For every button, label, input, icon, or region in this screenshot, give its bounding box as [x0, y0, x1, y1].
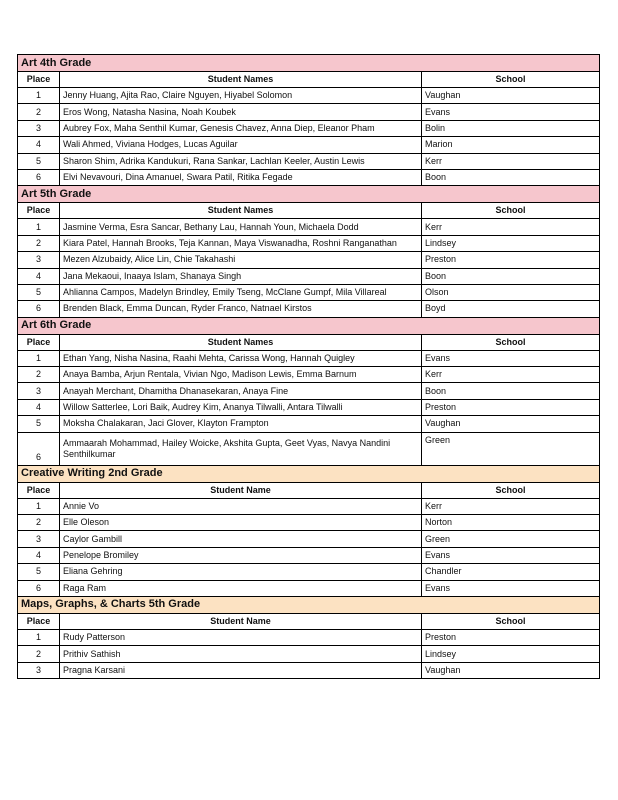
table-row — [18, 646, 600, 662]
place-cell: 1 — [18, 350, 60, 366]
place-cell: 1 — [18, 88, 60, 104]
table-row — [18, 120, 600, 136]
place-cell: 3 — [18, 383, 60, 399]
place-cell: 6 — [18, 580, 60, 596]
school-cell: Norton — [422, 515, 600, 531]
student-names-cell: Ahlianna Campos, Madelyn Brindley, Emily Tseng, McClane Gumpf, Mila Villareal — [60, 284, 422, 300]
table-row — [18, 350, 600, 366]
table-row — [18, 383, 600, 399]
school-cell: Boyd — [422, 301, 600, 317]
student-names-cell: Jenny Huang, Ajita Rao, Claire Nguyen, Hiyabel Solomon — [60, 88, 422, 104]
school-cell: Chandler — [422, 564, 600, 580]
results-table — [17, 54, 600, 679]
table-row — [18, 531, 600, 547]
student-names-cell: Anaya Bamba, Arjun Rentala, Vivian Ngo, Madison Lewis, Emma Barnum — [60, 367, 422, 383]
student-names-column-header: Student Names — [60, 334, 422, 350]
student-names-cell: Brenden Black, Emma Duncan, Ryder Franco, Natnael Kirstos — [60, 301, 422, 317]
place-cell: 3 — [18, 120, 60, 136]
school-column-header: School — [422, 613, 600, 629]
school-cell: Evans — [422, 580, 600, 596]
school-cell: Boon — [422, 383, 600, 399]
table-row — [18, 235, 600, 251]
results-table-body — [18, 55, 600, 679]
place-column-header: Place — [18, 334, 60, 350]
column-header-row — [18, 482, 600, 498]
student-names-cell: Raga Ram — [60, 580, 422, 596]
section-title: Art 4th Grade — [18, 55, 600, 72]
place-cell: 1 — [18, 498, 60, 514]
student-names-cell: Annie Vo — [60, 498, 422, 514]
school-cell: Boon — [422, 268, 600, 284]
table-row — [18, 88, 600, 104]
school-cell: Green — [422, 531, 600, 547]
section-title: Art 6th Grade — [18, 317, 600, 334]
school-column-header: School — [422, 334, 600, 350]
section-header — [18, 186, 600, 203]
student-names-cell: Eliana Gehring — [60, 564, 422, 580]
place-cell: 4 — [18, 547, 60, 563]
place-cell: 2 — [18, 367, 60, 383]
school-column-header: School — [422, 203, 600, 219]
school-cell: Preston — [422, 252, 600, 268]
student-names-cell: Kiara Patel, Hannah Brooks, Teja Kannan, Maya Viswanadha, Roshni Ranganathan — [60, 235, 422, 251]
table-row — [18, 153, 600, 169]
place-cell: 5 — [18, 284, 60, 300]
table-row — [18, 662, 600, 678]
student-names-cell: Pragna Karsani — [60, 662, 422, 678]
results-sheet — [17, 54, 599, 679]
place-cell: 1 — [18, 629, 60, 645]
school-cell: Kerr — [422, 153, 600, 169]
student-names-cell: Elvi Nevavouri, Dina Amanuel, Swara Patil, Ritika Fegade — [60, 169, 422, 185]
place-cell: 3 — [18, 252, 60, 268]
place-cell: 5 — [18, 564, 60, 580]
student-names-cell: Moksha Chalakaran, Jaci Glover, Klayton Frampton — [60, 416, 422, 432]
place-cell: 3 — [18, 662, 60, 678]
school-cell: Kerr — [422, 219, 600, 235]
place-cell: 5 — [18, 153, 60, 169]
place-cell: 4 — [18, 137, 60, 153]
table-row — [18, 416, 600, 432]
section-title: Maps, Graphs, & Charts 5th Grade — [18, 596, 600, 613]
table-row — [18, 498, 600, 514]
table-row — [18, 104, 600, 120]
student-names-column-header: Student Name — [60, 613, 422, 629]
place-cell: 1 — [18, 219, 60, 235]
school-cell: Green — [422, 432, 600, 465]
student-names-cell: Caylor Gambill — [60, 531, 422, 547]
place-cell: 6 — [18, 169, 60, 185]
place-cell: 2 — [18, 515, 60, 531]
place-cell: 4 — [18, 399, 60, 415]
student-names-cell: Mezen Alzubaidy, Alice Lin, Chie Takahashi — [60, 252, 422, 268]
column-header-row — [18, 334, 600, 350]
school-cell: Preston — [422, 629, 600, 645]
table-row — [18, 564, 600, 580]
school-column-header: School — [422, 72, 600, 88]
place-column-header: Place — [18, 72, 60, 88]
student-names-column-header: Student Names — [60, 72, 422, 88]
section-header — [18, 465, 600, 482]
school-cell: Vaughan — [422, 662, 600, 678]
school-cell: Olson — [422, 284, 600, 300]
place-cell: 6 — [18, 432, 60, 465]
student-names-cell: Prithiv Sathish — [60, 646, 422, 662]
student-names-cell: Ethan Yang, Nisha Nasina, Raahi Mehta, Carissa Wong, Hannah Quigley — [60, 350, 422, 366]
table-row — [18, 367, 600, 383]
place-cell: 6 — [18, 301, 60, 317]
school-cell: Bolin — [422, 120, 600, 136]
student-names-cell: Penelope Bromiley — [60, 547, 422, 563]
table-row — [18, 629, 600, 645]
table-row — [18, 580, 600, 596]
place-column-header: Place — [18, 203, 60, 219]
table-row — [18, 515, 600, 531]
school-cell: Lindsey — [422, 646, 600, 662]
school-cell: Marion — [422, 137, 600, 153]
section-header — [18, 596, 600, 613]
school-cell: Vaughan — [422, 416, 600, 432]
place-cell: 5 — [18, 416, 60, 432]
column-header-row — [18, 72, 600, 88]
student-names-cell: Rudy Patterson — [60, 629, 422, 645]
place-column-header: Place — [18, 613, 60, 629]
school-cell: Boon — [422, 169, 600, 185]
school-cell: Evans — [422, 104, 600, 120]
student-names-cell: Elle Oleson — [60, 515, 422, 531]
student-names-column-header: Student Names — [60, 203, 422, 219]
school-cell: Vaughan — [422, 88, 600, 104]
table-row — [18, 268, 600, 284]
section-header — [18, 55, 600, 72]
table-row — [18, 547, 600, 563]
student-names-cell: Jana Mekaoui, Inaaya Islam, Shanaya Singh — [60, 268, 422, 284]
column-header-row — [18, 203, 600, 219]
column-header-row — [18, 613, 600, 629]
student-names-cell: Jasmine Verma, Esra Sancar, Bethany Lau, Hannah Youn, Michaela Dodd — [60, 219, 422, 235]
place-column-header: Place — [18, 482, 60, 498]
school-cell: Kerr — [422, 498, 600, 514]
place-cell: 2 — [18, 104, 60, 120]
table-row — [18, 399, 600, 415]
table-row — [18, 169, 600, 185]
place-cell: 2 — [18, 646, 60, 662]
school-cell: Evans — [422, 547, 600, 563]
student-names-cell: Eros Wong, Natasha Nasina, Noah Koubek — [60, 104, 422, 120]
place-cell: 3 — [18, 531, 60, 547]
school-cell: Evans — [422, 350, 600, 366]
place-cell: 4 — [18, 268, 60, 284]
student-names-cell: Anayah Merchant, Dhamitha Dhanasekaran, Anaya Fine — [60, 383, 422, 399]
school-column-header: School — [422, 482, 600, 498]
student-names-cell: Ammaarah Mohammad, Hailey Woicke, Akshita Gupta, Geet Vyas, Navya Nandini Senthilkumar — [60, 432, 422, 465]
student-names-column-header: Student Name — [60, 482, 422, 498]
section-title: Art 5th Grade — [18, 186, 600, 203]
section-header — [18, 317, 600, 334]
student-names-cell: Willow Satterlee, Lori Baik, Audrey Kim, Ananya Tilwalli, Antara Tilwalli — [60, 399, 422, 415]
table-row — [18, 137, 600, 153]
student-names-cell: Aubrey Fox, Maha Senthil Kumar, Genesis Chavez, Anna Diep, Eleanor Pham — [60, 120, 422, 136]
student-names-cell: Wali Ahmed, Viviana Hodges, Lucas Aguilar — [60, 137, 422, 153]
table-row — [18, 301, 600, 317]
table-row — [18, 252, 600, 268]
school-cell: Preston — [422, 399, 600, 415]
school-cell: Kerr — [422, 367, 600, 383]
school-cell: Lindsey — [422, 235, 600, 251]
table-row — [18, 219, 600, 235]
table-row — [18, 432, 600, 465]
section-title: Creative Writing 2nd Grade — [18, 465, 600, 482]
table-row — [18, 284, 600, 300]
student-names-cell: Sharon Shim, Adrika Kandukuri, Rana Sankar, Lachlan Keeler, Austin Lewis — [60, 153, 422, 169]
place-cell: 2 — [18, 235, 60, 251]
